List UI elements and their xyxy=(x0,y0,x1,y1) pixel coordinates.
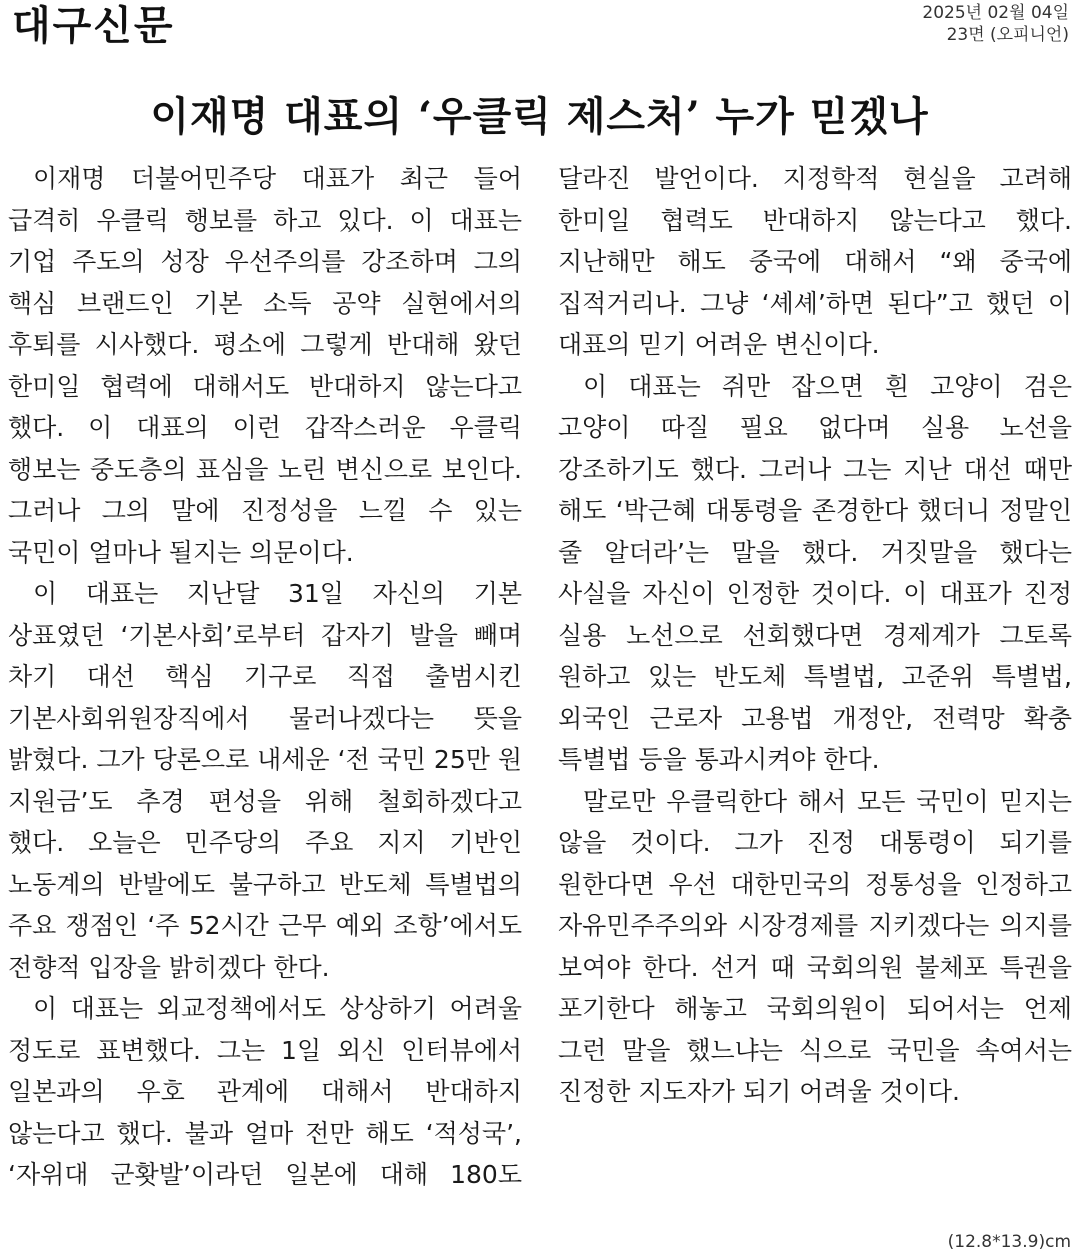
article-headline: 이재명 대표의 ‘우클릭 제스처’ 누가 믿겠나 xyxy=(150,92,929,140)
article-paragraph: 이 대표는 지난달 31일 자신의 기본 상표였던 ‘기본사회’로부터 갑자기 발을 빼며 차기 대선 핵심 기구로 직접 출범시킨 기본사회위원장직에서 물러나겠다는 뜻을 밝혔다. 그가 당론으로 내세운 ‘전 국민 25만 원 지원금’도 추경 편성을 위해 철회하겠다고 했다. 오늘은 민주당의 주요 지지 기반인 노동계의 반발에도 불구하고 반도체 특별법의 주요 쟁점인 ‘주 52시간 근무 예외 조항’에서도 전향적 입장을 밝히겠다 한다. xyxy=(8,579,522,982)
clipping-size-note: (12.8*13.9)cm xyxy=(947,1232,1071,1252)
article-paragraph: 이 대표는 외교정책에서도 상상하기 어려울 정도로 표변했다. 그는 1일 외신 인터뷰에서 일본과의 우호 관계에 대해서 반대하지 않는다고 했다. 불과 얼마 전만 해도 ‘적성국’, ‘자위대 군홧발’이라던 일본에 대해 180도 달라진 발언이다. 지정학적 현실을 고려해 한미일 협력도 반대하지 않는다고 했다. 지난해만 해도 중국에 대해서 “왜 중국에 집적거리나. 그냥 ‘셰셰’하면 된다”고 했던 이 대표의 믿기 어려운 변신이다. xyxy=(8,164,1072,1189)
issue-meta xyxy=(922,2,1069,46)
newspaper-masthead: 대구신문 xyxy=(12,3,175,49)
article-body xyxy=(8,158,1072,1220)
issue-date: 2025년 02월 04일 xyxy=(922,3,1069,23)
article-paragraph: 이재명 더불어민주당 대표가 최근 들어 급격히 우클릭 행보를 하고 있다. 이 대표는 기업 주도의 성장 우선주의를 강조하며 그의 핵심 브랜드인 기본 소득 공약 실현에서의 후퇴를 시사했다. 평소에 그렇게 반대해 왔던 한미일 협력에 대해서도 반대하지 않는다고 했다. 이 대표의 이런 갑작스러운 우클릭 행보는 중도층의 표심을 노린 변신으로 보인다. 그러나 그의 말에 진정성을 느낄 수 있는 국민이 얼마나 될지는 의문이다. xyxy=(8,164,522,567)
page-info: 23면 (오피니언) xyxy=(946,25,1069,45)
article-paragraph: 말로만 우클릭한다 해서 모든 국민이 믿지는 않을 것이다. 그가 진정 대통령이 되기를 원한다면 우선 대한민국의 정통성을 인정하고 자유민주주의와 시장경제를 지키겠다는 의지를 보여야 한다. 선거 때 국회의원 불체포 특권을 포기한다 해놓고 국회의원이 되어서는 언제 그런 말을 했느냐는 식으로 국민을 속여서는 진정한 지도자가 되기 어려울 것이다. xyxy=(558,786,1072,1106)
article-paragraph: 이 대표는 쥐만 잡으면 흰 고양이 검은 고양이 따질 필요 없다며 실용 노선을 강조하기도 했다. 그러나 그는 지난 대선 때만 해도 ‘박근혜 대통령을 존경한다 했더니 정말인 줄 알더라’는 말을 했다. 거짓말을 했다는 사실을 자신이 인정한 것이다. 이 대표가 진정 실용 노선으로 선회했다면 경제계가 그토록 원하고 있는 반도체 특별법, 고준위 특별법, 외국인 근로자 고용법 개정안, 전력망 확충 특별법 등을 통과시켜야 한다. xyxy=(558,371,1072,774)
